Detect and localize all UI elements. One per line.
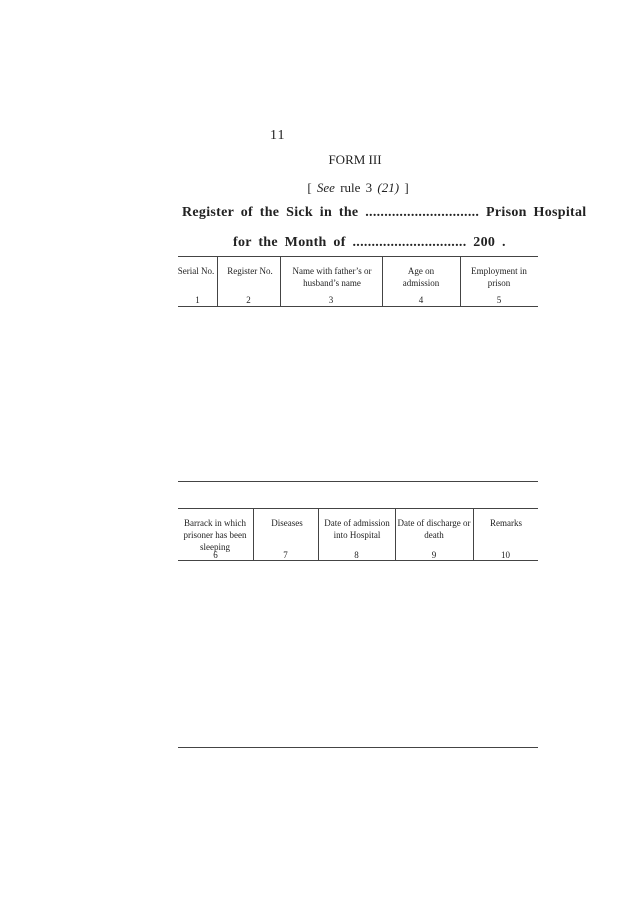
table2-col-number: 8 [354,550,359,560]
table2-col-number: 10 [501,550,510,560]
form-title: FORM III [328,152,382,167]
rule-number: (21) [377,180,400,195]
rule-open-bracket: [ [307,180,312,195]
table1-bottom-rule [178,481,538,482]
table1-top-rule [178,256,538,257]
table2-col-header: Date of admission into Hospital [324,518,390,540]
rule-close-bracket: ] [404,180,409,195]
table2-bottom-rule [178,747,538,748]
table2-col-number: 7 [283,550,288,560]
register-title-line2: for the Month of .............................. 200 . [233,235,506,250]
table1-col-number: 1 [195,295,200,305]
rule-see: See [316,180,335,195]
table1-col-number: 4 [418,295,424,305]
table1-col-header: Employment in prison [471,266,527,288]
table2-col-header: Remarks [490,518,522,528]
table2-top-rule [178,508,538,509]
table1-col-header: Serial No. [177,266,215,276]
register-title-line1: Register of the Sick in the .............................. Prison Hospital [182,205,587,220]
table2-col-number: 6 [213,550,218,560]
table1-col-header: Register No. [227,266,273,276]
table1-col-number: 5 [496,295,502,305]
table2-col-header: Diseases [271,518,303,528]
rule-text: rule 3 [340,180,373,195]
rule-reference [0,180,638,196]
table2-col-number: 9 [431,550,437,560]
table1-col-header: Name with father’s or husband’s name [292,266,372,288]
page-number: 11 [270,128,286,143]
table1-col-header: Age on admission [402,266,440,288]
table2-col-header: Date of discharge or death [397,518,471,540]
table2-col-header: Barrack in which prisoner has been sleeping [183,518,247,552]
table1-col-number: 3 [328,295,334,305]
table1-header-bottom-rule [178,306,538,307]
table2-header-bottom-rule [178,560,538,561]
table1-col-number: 2 [246,295,251,305]
